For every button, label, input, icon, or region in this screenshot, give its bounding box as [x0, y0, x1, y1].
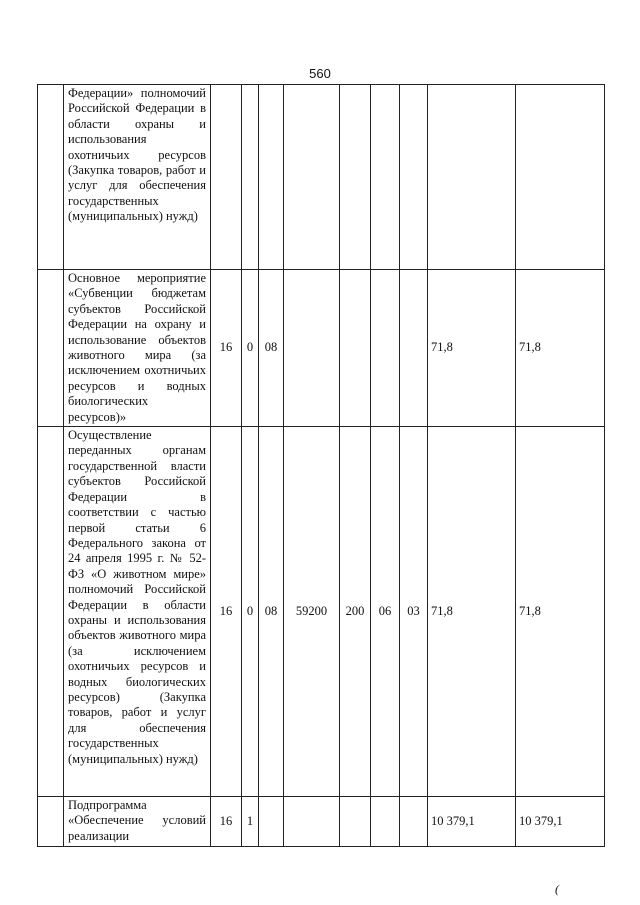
- code-cell: 08: [259, 270, 284, 427]
- code-cell: 59200: [284, 427, 340, 797]
- code-cell: [371, 270, 400, 427]
- amount-cell: 71,8: [516, 427, 605, 797]
- amount-cell: [428, 85, 516, 270]
- amount-cell: [516, 85, 605, 270]
- table-row: [38, 270, 605, 427]
- table-row: [38, 797, 605, 847]
- amount-cell: 10 379,1: [516, 797, 605, 847]
- amount-cell: 71,8: [516, 270, 605, 427]
- amount-cell: 10 379,1: [428, 797, 516, 847]
- code-cell: 08: [259, 427, 284, 797]
- code-cell: 16: [211, 797, 242, 847]
- code-cell: [340, 270, 371, 427]
- code-cell: 1: [242, 797, 259, 847]
- code-cell: [284, 270, 340, 427]
- code-cell: 16: [211, 427, 242, 797]
- code-cell: [284, 797, 340, 847]
- table-row: [38, 427, 605, 797]
- table-row: [38, 85, 605, 270]
- budget-table: [37, 84, 605, 847]
- code-cell: [211, 85, 242, 270]
- row-description: Основное мероприятие «Субвенции бюджетам субъектов Российской Федерации на охрану и использование объектов животного мира (за исключением охотничьих ресурсов и водных биологических ресурсов)»: [64, 270, 211, 427]
- code-cell: [259, 797, 284, 847]
- code-cell: [284, 85, 340, 270]
- code-cell: 200: [340, 427, 371, 797]
- code-cell: 0: [242, 270, 259, 427]
- row-spacer-cell: [38, 270, 64, 427]
- code-cell: 16: [211, 270, 242, 427]
- row-spacer-cell: [38, 797, 64, 847]
- code-cell: 06: [371, 427, 400, 797]
- row-description: Федерации» полномочий Российской Федерации в области охраны и использования охотничьих ресурсов (Закупка товаров, работ и услуг для обеспечения государственных (муниципальных) нужд): [64, 85, 211, 270]
- row-description: Подпрограмма «Обеспечение условий реализации: [64, 797, 211, 847]
- code-cell: [400, 85, 428, 270]
- code-cell: 0: [242, 427, 259, 797]
- row-spacer-cell: [38, 85, 64, 270]
- code-cell: [400, 797, 428, 847]
- code-cell: [259, 85, 284, 270]
- page-number: 560: [309, 66, 331, 81]
- page-edge-mark: (: [555, 882, 559, 896]
- code-cell: [340, 797, 371, 847]
- code-cell: [340, 85, 371, 270]
- amount-cell: 71,8: [428, 427, 516, 797]
- row-description: Осуществление переданных органам государственной власти субъектов Российской Федерации в соответствии с частью первой статьи 6 Федерального закона от 24 апреля 1995 г. № 52-ФЗ «О животном мире» полномочий Российской Федерации в области охраны и использования объектов животного мира (за исключением охотничьих ресурсов и водных биологических ресурсов) (Закупка товаров, работ и услуг для обеспечения государственных (муниципальных) нужд): [64, 427, 211, 797]
- amount-cell: 71,8: [428, 270, 516, 427]
- row-spacer-cell: [38, 427, 64, 797]
- code-cell: [242, 85, 259, 270]
- code-cell: [400, 270, 428, 427]
- code-cell: [371, 797, 400, 847]
- code-cell: 03: [400, 427, 428, 797]
- code-cell: [371, 85, 400, 270]
